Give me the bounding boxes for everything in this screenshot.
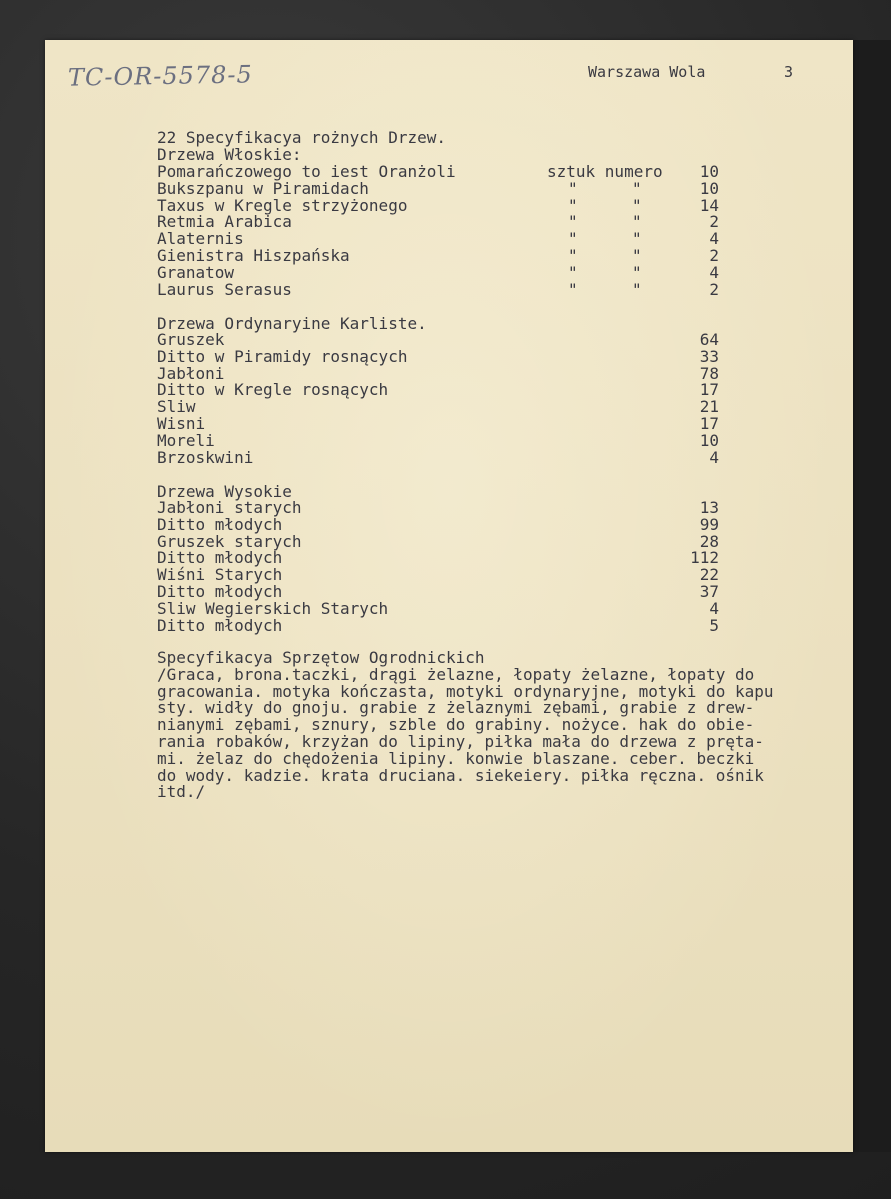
item-quantity: 10 xyxy=(699,162,719,181)
paragraph-line: gracowania. motyka kończasta, motyki ordynaryjne, motyki do kapu xyxy=(157,681,774,701)
item-quantity: 10 xyxy=(699,430,719,450)
paragraph-line: itd./ xyxy=(157,782,206,802)
item-name: Moreli xyxy=(157,430,215,450)
item-quantity: 99 xyxy=(699,514,719,534)
item-name: Alaternis xyxy=(157,229,244,249)
item-quantity: 64 xyxy=(699,330,719,349)
section-title: 22 Specyfikacya rożnych Drzew. xyxy=(157,128,446,147)
ditto-mark: " xyxy=(632,178,642,198)
paragraph-line: nianymi zębami, sznury, szble do grabiny. nożyce. hak do obie- xyxy=(157,715,755,735)
item-name: Ditto w Piramidy rosnących xyxy=(157,346,408,366)
item-quantity: 37 xyxy=(699,582,719,601)
ditto-mark: " xyxy=(568,229,578,249)
item-name: Granatow xyxy=(157,262,235,282)
ditto-mark: " xyxy=(568,279,578,299)
item-quantity: 2 xyxy=(709,212,719,232)
item-name: Wiśni Starych xyxy=(157,565,283,585)
item-quantity: 13 xyxy=(699,498,719,517)
page-number: 3 xyxy=(784,63,794,81)
item-quantity: 5 xyxy=(709,615,719,635)
item-name: Gienistra Hiszpańska xyxy=(157,246,350,265)
item-quantity: 10 xyxy=(699,178,719,198)
ditto-mark: " xyxy=(568,262,578,282)
section-subtitle: Drzewa Włoskie: xyxy=(157,145,302,164)
unit-label: sztuk numero xyxy=(547,162,663,181)
paragraph-line: sty. widły do gnoju. grabie z żelaznymi zębami, grabie z drew- xyxy=(157,698,755,718)
item-name: Taxus w Kregle strzyżonego xyxy=(157,195,408,215)
ditto-mark: " xyxy=(632,246,642,265)
ditto-mark: " xyxy=(632,212,642,232)
item-name: Gruszek starych xyxy=(157,531,302,551)
archive-reference: TC-OR-5578-5 xyxy=(67,60,254,92)
item-name: Laurus Serasus xyxy=(157,279,292,299)
item-name: Jabłoni starych xyxy=(157,498,302,517)
item-quantity: 4 xyxy=(709,598,719,618)
garden-tools-section xyxy=(157,650,847,801)
item-name: Retmia Arabica xyxy=(157,212,292,232)
paragraph-line: mi. żelaz do chędożenia lipiny. konwie blaszane. ceber. beczki xyxy=(157,748,755,768)
item-quantity: 21 xyxy=(699,397,719,417)
item-name: Gruszek xyxy=(157,330,225,349)
item-name: Ditto młodych xyxy=(157,548,283,568)
item-quantity: 17 xyxy=(699,380,719,400)
item-quantity: 2 xyxy=(709,279,719,299)
ditto-mark: " xyxy=(568,178,578,198)
ditto-mark: " xyxy=(632,229,642,249)
item-quantity: 14 xyxy=(699,195,719,215)
ditto-mark: " xyxy=(568,212,578,232)
item-name: Ditto w Kregle rosnących xyxy=(157,380,389,400)
item-quantity: 17 xyxy=(699,414,719,433)
item-name: Ditto młodych xyxy=(157,514,283,534)
item-name: Pomarańczowego to iest Oranżoli xyxy=(157,162,456,181)
paragraph-line: /Graca, brona.taczki, drągi żelazne, łopaty żelazne, łopaty do xyxy=(157,664,755,684)
section-title: Drzewa Wysokie xyxy=(157,482,292,501)
item-name: Wisni xyxy=(157,414,206,433)
scanner-edge xyxy=(853,40,891,1152)
item-name: Sliw xyxy=(157,397,196,417)
item-quantity: 78 xyxy=(699,363,719,383)
item-name: Brzoskwini xyxy=(157,447,254,467)
item-quantity: 4 xyxy=(709,447,719,467)
paragraph-line: rania robaków, krzyżan do lipiny, piłka mała do drzewa z pręta- xyxy=(157,731,764,751)
item-name: Bukszpanu w Piramidach xyxy=(157,178,369,198)
item-quantity: 4 xyxy=(709,229,719,249)
header-place: Warszawa Wola xyxy=(588,63,706,81)
ditto-mark: " xyxy=(568,246,578,265)
item-quantity: 112 xyxy=(690,548,719,568)
paragraph-line: do wody. kadzie. krata druciana. siekeiery. piłka ręczna. ośnik xyxy=(157,765,764,785)
section-title: Drzewa Ordynaryine Karliste. xyxy=(157,314,427,333)
ditto-mark: " xyxy=(632,195,642,215)
item-name: Ditto młodych xyxy=(157,615,283,635)
item-quantity: 2 xyxy=(709,246,719,265)
ditto-mark: " xyxy=(632,262,642,282)
item-quantity: 4 xyxy=(709,262,719,282)
item-quantity: 33 xyxy=(699,346,719,366)
section-title: Specyfikacya Sprzętow Ogrodnickich xyxy=(157,648,485,667)
item-name: Jabłoni xyxy=(157,363,225,383)
tools-paragraph xyxy=(157,664,847,802)
item-quantity: 22 xyxy=(699,565,719,585)
ditto-mark: " xyxy=(632,279,642,299)
item-name: Sliw Wegierskich Starych xyxy=(157,598,389,618)
item-name: Ditto młodych xyxy=(157,582,283,601)
item-quantity: 28 xyxy=(699,531,719,551)
ditto-mark: " xyxy=(568,195,578,215)
